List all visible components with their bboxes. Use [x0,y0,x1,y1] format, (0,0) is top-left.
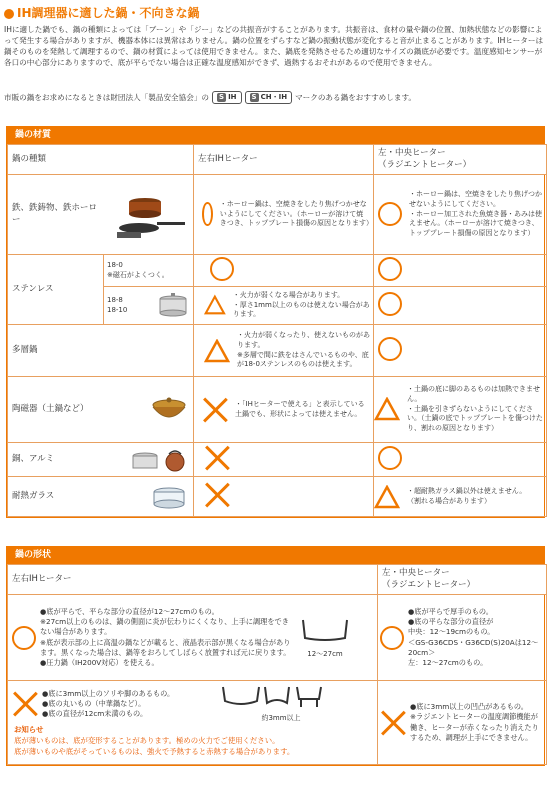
material-table [7,144,547,517]
row-stainless-18-0: ステンレス 18-0 ※磁石がよくつく。 [8,255,547,287]
ng-cross-icon [204,482,230,508]
shape-row-ng: ●底に3mm以上のソリや脚のあるもの。 ●底の丸いもの（中華鍋など）。 ●底の直径が12cm未満のもの。 約3mm以上 お知らせ 底が薄いものは、底が変形することがあります。極めの火力でご使用ください。 底が薄いものや底がそっているものは、強火で予熱すると赤熱する場合があります。 ●底に3mm以上の凹凸があるもの。 ※ラジエントヒーターの温度調節機能が働き、ヒーターが赤くなったり消えたりするため、調理が上手にできません。 [8,681,547,765]
ok-circle-icon [378,202,402,226]
ok-circle-icon [12,626,36,650]
notice-block: お知らせ 底が薄いものは、底が変形することがあります。極めの火力でご使用ください。 底が薄いものや底がそっているものは、強火で予熱すると赤熱する場合があります。 [14,725,295,756]
ng-cross-icon [204,445,230,471]
label-copper: 銅、アルミ [12,453,55,464]
sg-ih-mark: S IH [212,91,242,104]
label-multilayer: 多層鍋 [8,325,194,377]
label-ceramic: 陶磁器（土鍋など） [12,403,89,414]
material-section [6,126,545,518]
warped-pot-diagram: 約3mm以上 [221,685,341,723]
shape-table [7,564,547,765]
shape-section [6,546,545,766]
sg-ch-ih-mark: S CH・IH [245,91,293,104]
row-stainless-18-8: 18-8 18-10 ・火力が弱くなる場合があります。 ・厚さ1mm以上のものは使えない場合があります。 [8,287,547,325]
bullet-icon [4,9,14,19]
col-type: 鍋の種類 [8,145,194,175]
row-glass: 耐熱ガラス ・超耐熱ガラス鍋以外は使えません。 （割れる場合があります） [8,477,547,517]
ok-circle-icon [380,626,404,650]
ng-cross-icon [380,710,406,736]
label-stainless: ステンレス [8,255,104,325]
caution-triangle-icon [204,339,230,363]
glass-pot-icon [149,483,189,511]
ok-circle-icon [378,446,402,470]
flat-pot-icon [299,616,351,646]
shape-row-ok: ●底が平らで、平らな部分の直径が12〜27cmのもの。 ※27cm以上のものは、鍋の側面に炎が伝わりにくくなり、上手に調理をできない場合があります。 ※底が表示部の上に高温の鍋などが載ると、液晶表示部が黒くなる場合があります。黒くなった場合は、鍋等をおろしてしばらく放置すれば元に戻ります。 ●圧力鍋（IH200V対応）を使える。 12〜27cm ●底が平らで厚手のもの。 ●底の平らな部分の直径が 中央：12〜19cmのもの。 ＜GS-G36CDS・G36CD(S)20Aは12〜20cm＞ 左：12〜27cmのもの。 [8,595,547,681]
ok-circle-icon [210,257,234,281]
ok-circle-icon [378,292,402,316]
caution-triangle-icon [204,293,226,317]
label-glass: 耐熱ガラス [12,490,55,501]
row-ceramic: 陶磁器（土鍋など） ・「IHヒーターで使える」と表示している土鍋でも、形状によっては使えません。 ・土鍋の底に脚のあるものは加熱できません。 ・土鍋を引きずらないようにしてください。（土鍋の底でトッププレートを傷つけたり、割れの原因となります） [8,377,547,443]
shape-col-center: 左・中央ヒーター （ラジエントヒーター） [378,565,547,595]
ng-cross-icon [12,691,38,717]
ok-circle-icon [378,257,402,281]
material-heading: 鍋の材質 [7,127,544,144]
caution-triangle-icon [374,485,400,509]
copper-pot-icon [129,446,189,474]
shape-col-ih: 左右IHヒーター [8,565,378,595]
row-iron: 鉄、鉄鋳物、鉄ホーロー ・ホーロー鍋は、空焼きをしたり焦げつかせないようにしてください。（ホーローが溶けて焼きつき、トッププレート損傷の原因となります） ・ホーロー鍋は、空焼きをしたり焦げつかせないようにしてください。 ・ホーロー加工された魚焼き器・あみは使えません。（ホーローが溶けて焼きつき、トッププレート損傷の原因となります） [8,175,547,255]
row-copper [8,443,547,477]
shape-heading: 鍋の形状 [7,547,544,564]
safety-notice: 市販の鍋をお求めになるときは財団法人「製品安全協会」の S IH S CH・IH マークのある鍋をおすすめします。 [4,91,544,104]
col-center: 左・中央ヒーター （ラジエントヒーター） [374,145,547,175]
col-ih: 左右IHヒーター [194,145,374,175]
earthen-pot-icon [149,395,189,425]
iron-pot-icon [109,190,189,240]
label-iron: 鉄、鉄鋳物、鉄ホーロー [12,203,98,225]
intro-text: IHに適した鍋でも、鍋の種類によっては「ブーン」や「ジー」などの共振音がすることがあります。共振音は、食材の量や鍋の位置、加熱状態などの影響によって発生する場合がありますが、機器本体には異常はありません。鍋の位置をずらすなど鍋の振動状態が変化すると音が止まることがあります。IHヒーターは鍋そのものを発熱して調理するので、鍋の材質によっては使用できません。また、鍋底を発熱させるため適切なサイズの鍋底が必要です。温度感知センサーが各口の中心部分にありますので、底が平らでない場合は正確な温度感知ができず、過熱するおそれがあるので使用できません。 [4,25,544,67]
caution-triangle-icon [374,397,400,421]
warped-pot-icons [221,685,341,711]
ng-cross-icon [202,397,228,423]
row-multilayer: 多層鍋 ・火力が弱くなったり、使えないものがあります。 ※多層で間に鉄をはさんでいるものや、底が18-0ステンレスのものは使えます。 [8,325,547,377]
stainless-pot-icon [156,292,190,320]
page-title: IH調理器に適した鍋・不向きな鍋 [4,6,200,22]
flat-pot-diagram: 12〜27cm [299,616,351,658]
ok-circle-icon [202,202,213,226]
ok-circle-icon [378,337,402,361]
